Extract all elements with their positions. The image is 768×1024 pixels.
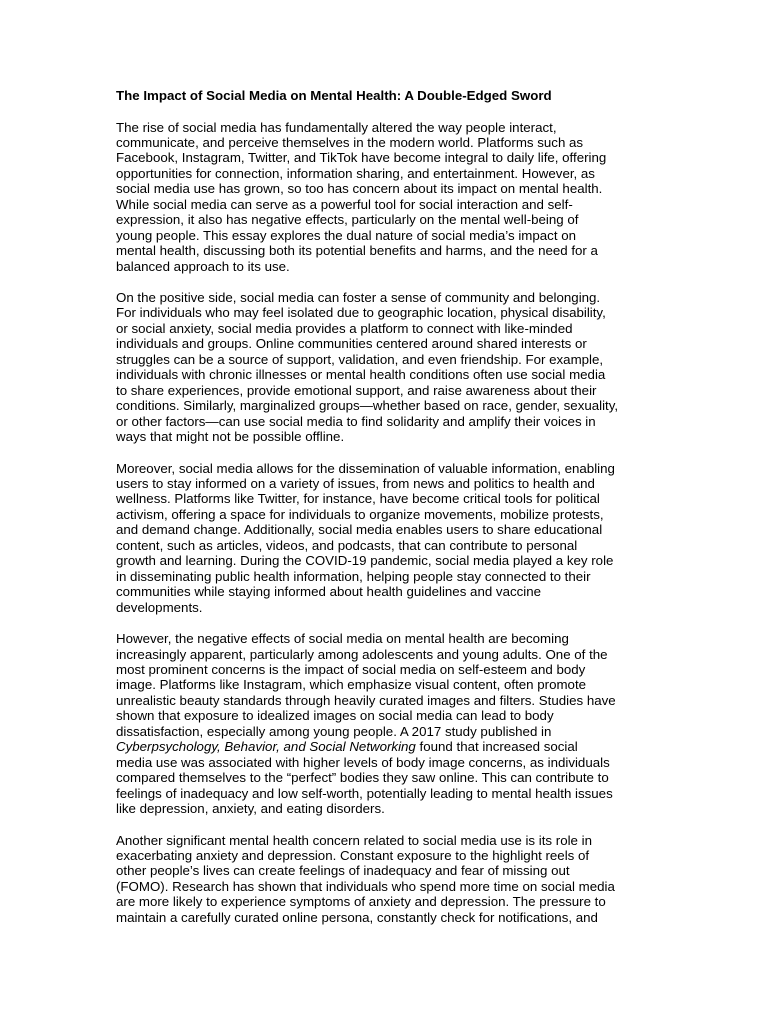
text-line: Moreover, social media allows for the dissemination of valuable information, enabling	[116, 460, 615, 476]
paragraph-intro	[116, 120, 661, 275]
text-line: individuals with chronic illnesses or mental health conditions often use social media	[116, 367, 606, 383]
text-line: expression, it also has negative effects, particularly on the mental well-being of	[116, 212, 579, 228]
text-line: (FOMO). Research has shown that individuals who spend more time on social media	[116, 878, 615, 894]
text-line: to share experiences, provide emotional support, and raise awareness about their	[116, 382, 597, 398]
text-line: conditions. Similarly, marginalized groups—whether based on race, gender, sexuality,	[116, 398, 619, 414]
text-line: struggles can be a source of support, validation, and even friendship. For example,	[116, 351, 604, 367]
text-line: developments.	[116, 599, 203, 615]
paragraph-information	[116, 461, 661, 616]
text-line: maintain a carefully curated online persona, constantly check for notifications, and	[116, 909, 598, 925]
text-line: dissatisfaction, especially among young people. A 2017 study published in	[116, 723, 552, 739]
text-line: or social anxiety, social media provides a platform to connect with like-minded	[116, 320, 573, 336]
paragraph-positive-side	[116, 290, 661, 445]
text-line: are more likely to experience symptoms of anxiety and depression. The pressure to	[116, 894, 606, 910]
text-line: other people’s lives can create feelings of inadequacy and fear of missing out	[116, 863, 570, 879]
text-line: like depression, anxiety, and eating disorders.	[116, 801, 385, 817]
text-line: in disseminating public health information, helping people stay connected to their	[116, 568, 591, 584]
text-line: opportunities for connection, information sharing, and entertainment. However, as	[116, 165, 595, 181]
text-line: growth and learning. During the COVID-19 pandemic, social media played a key role	[116, 553, 614, 569]
text-line: social media use has grown, so too has concern about its impact on mental health.	[116, 181, 603, 197]
text-line: For individuals who may feel isolated due to geographic location, physical disability,	[116, 305, 606, 321]
text-line: mental health, discussing both its potential benefits and harms, and the need for a	[116, 243, 598, 259]
text-line: content, such as articles, videos, and podcasts, that can contribute to personal	[116, 537, 578, 553]
text-line: Facebook, Instagram, Twitter, and TikTok have become integral to daily life, offering	[116, 150, 607, 166]
text-line: increasingly apparent, particularly among adolescents and young adults. One of the	[116, 646, 608, 662]
text-line: individuals and groups. Online communities centered around shared interests or	[116, 336, 587, 352]
text-line: balanced approach to its use.	[116, 258, 290, 274]
document-page	[116, 88, 661, 941]
text-line: compared themselves to the “perfect” bodies they saw online. This can contribute to	[116, 770, 609, 786]
text-line-with-citation	[116, 739, 661, 754]
document-title: The Impact of Social Media on Mental Health: A Double-Edged Sword	[116, 88, 552, 103]
text-line: shown that exposure to idealized images on social media can lead to body	[116, 708, 554, 724]
text-line: On the positive side, social media can foster a sense of community and belonging.	[116, 290, 601, 306]
text-line: Another significant mental health concern related to social media use is its role in	[116, 832, 592, 848]
text-fragment: found that increased social	[415, 739, 578, 755]
text-line: users to stay informed on a variety of issues, from news and politics to health and	[116, 476, 595, 492]
paragraph-negative-effects	[116, 631, 661, 816]
text-line: unrealistic beauty standards through heavily curated images and filters. Studies have	[116, 692, 616, 708]
text-line: feelings of inadequacy and low self-worth, potentially leading to mental health issues	[116, 785, 613, 801]
text-line: image. Platforms like Instagram, which emphasize visual content, often promote	[116, 677, 587, 693]
text-line: or other factors—can use social media to find solidarity and amplify their voices in	[116, 413, 596, 429]
text-line: media use was associated with higher levels of body image concerns, as individuals	[116, 754, 610, 770]
text-line: While social media can serve as a powerful tool for social interaction and self-	[116, 196, 573, 212]
text-line: activism, offering a space for individuals to organize movements, mobilize protests,	[116, 506, 604, 522]
text-line: most prominent concerns is the impact of social media on self-esteem and body	[116, 662, 586, 677]
paragraph-anxiety-depression	[116, 833, 661, 926]
text-line: The rise of social media has fundamentally altered the way people interact,	[116, 119, 557, 135]
text-line: ways that might not be possible offline.	[116, 429, 345, 445]
text-line: young people. This essay explores the dual nature of social media’s impact on	[116, 227, 577, 243]
text-line: communicate, and perceive themselves in the modern world. Platforms such as	[116, 134, 584, 150]
text-line: However, the negative effects of social media on mental health are becoming	[116, 631, 569, 647]
text-line: wellness. Platforms like Twitter, for instance, have become critical tools for political	[116, 491, 600, 507]
text-line: and demand change. Additionally, social media enables users to share educational	[116, 522, 603, 538]
text-line: exacerbating anxiety and depression. Constant exposure to the highlight reels of	[116, 847, 590, 863]
journal-title-italic: Cyberpsychology, Behavior, and Social Networking	[116, 739, 416, 755]
text-line: communities while staying informed about health guidelines and vaccine	[116, 584, 542, 600]
